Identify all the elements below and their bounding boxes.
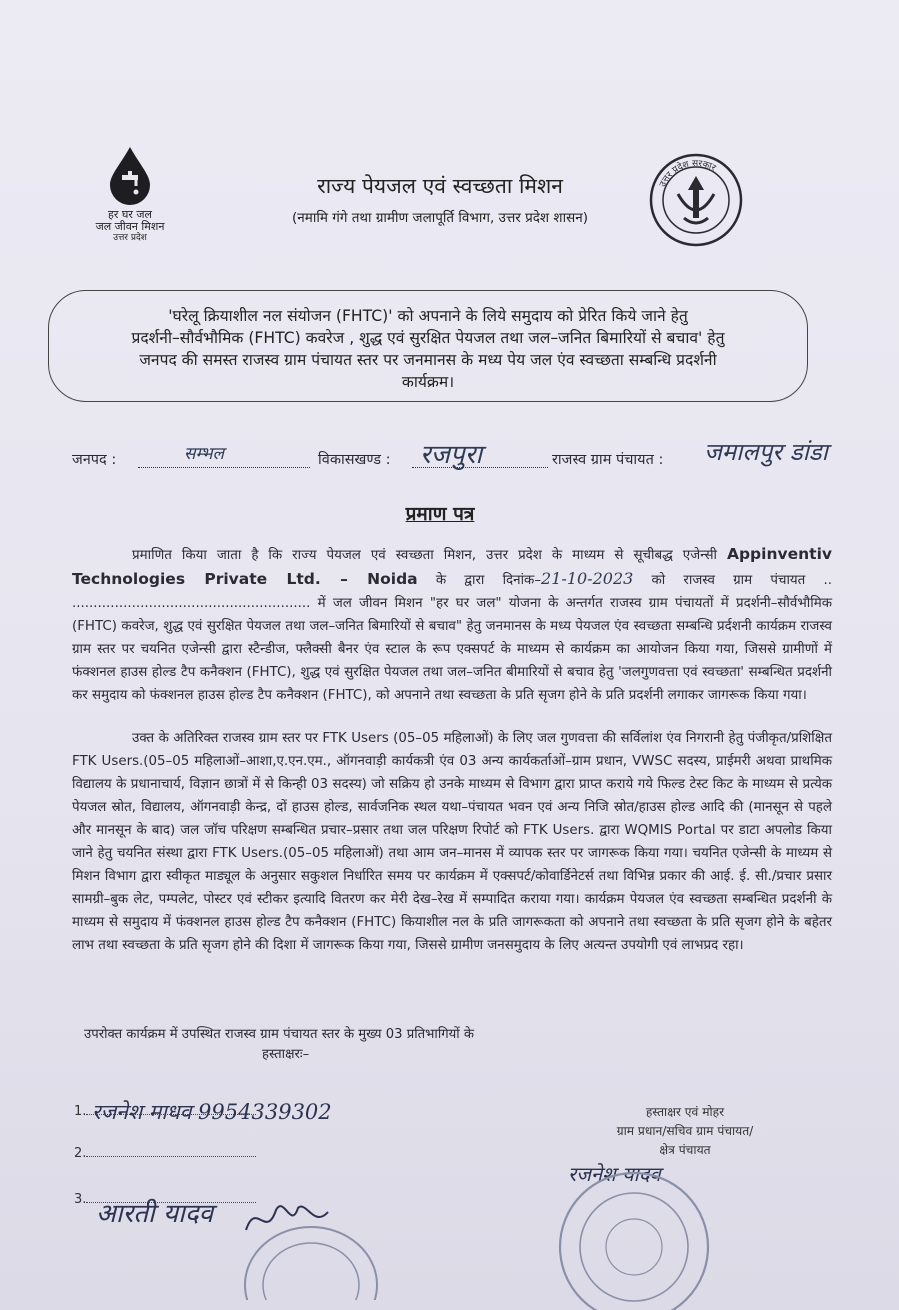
note-line-1: उपरोक्त कार्यक्रम में उपस्थित राजस्व ग्राम पंचायत स्तर के मुख्य 03 प्रतिभागियों के — [84, 1027, 475, 1042]
gram-panchayat-stamp — [552, 1165, 712, 1310]
box-line-2: प्रदर्शनी–सौर्वभौमिक (FHTC) कवरेज , शुद्ध एवं सुरक्षित पेयजल तथा जल–जनित बिमारियों से बचाव' हेतु — [131, 329, 725, 347]
gram-pradhan-signatory — [590, 1103, 780, 1160]
svg-text:उत्तर प्रदेश सरकार — [658, 159, 718, 189]
note-line-2: हस्ताक्षरः– — [262, 1047, 310, 1062]
emblem-text: उत्तर प्रदेश सरकार — [657, 158, 718, 189]
certificate-paragraph-2: उक्त के अतिरिक्त राजस्व ग्राम स्तर पर FTK Users (05–05 महिलाओं) के लिए जल गुणवत्ता की सर्विलांश एंव निगरानी हेतु पंजीकृत/प्रशिक्षित FTK Users.(05–05 महिलाओं–आशा,ए.एन.एम., ऑगनवाड़ी कार्यकत्री एंव 03 अन्य कार्यकर्ताओं–ग्राम प्रधान, VWSC सदस्य, प्राईमरी अथवा प्राथमिक विद्यालय के प्रधानाचार्य, विज्ञान छात्रों में से किन्ही 03 सदस्य) जो सक्रिय हो उनके माध्यम से विभाग द्वारा प्राप्त कराये गये फिल्ड टेस्ट किट के माध्यम से प्रत्येक पेयजल स्रोत, विद्यालय, ऑगनवाड़ी केन्द्र, दों हाउस होल्ड, सार्वजनिक स्थल यथा–पंचायत भवन एवं अन्य निजि स्रोत/हाउस होल्ड आदि की (मानसून से पहले और मानसून के बाद) जल जॉच परिक्षण सम्बन्धित प्रचार–प्रसार तथा जल परिक्षण रिपोर्ट को FTK Users. द्वारा WQMIS Portal पर डाटा अपलोड किया जाने हेतु चयनित संस्था द्वारा FTK Users.(05–05 महिलाओं) तथा आम जन–मानस में व्यापक स्तर पर जागरूक किया गया। चयनित एजेन्सी के माध्यम से मिशन विभाग द्वारा स्वीकृत माड्यूल के अनुसार सकुशल निर्धारित समय पर कार्यक्रम में एक्सपर्ट/कोवार्डिनेटर्स तथा विभिन्न प्रकार की आई. ई. सी./प्रचार प्रसार सामग्री–बुक लेट, पम्पलेट, पोस्टर एवं स्टीकर इत्यादि वितरण कर मेरी देख–रेख में सम्पादित कराया गया। कार्यक्रम पेयजल एंव स्वच्छता सम्बन्धित प्रदर्शनी के माध्यम से समुदाय में फंक्शनल हाउस होल्ड टैप कनैक्शन (FHTC) कियाशील नल के प्रति जागरूकता को अपनाने तथा स्वच्छता के प्रति सृजग होने के बहेतर लाभ तथा स्वच्छता के प्रति सृजग होने की दिशा में जागरूक किया गया, जिससे ग्रामीण जनसमुदाय के लिए अत्यन्त उपयोगी एवं लाभप्रद रहा। — [72, 731, 832, 953]
box-line-1: 'घरेलू क्रियाशील नल संयोजन (FHTC)' को अपनाने के लिये समुदाय को प्रेरित किये जाने हेतु — [168, 307, 688, 325]
logo-line-3: उत्तर प्रदेश — [113, 233, 147, 243]
signature-1: रजनेश माधव 9954339302 — [92, 1100, 332, 1124]
para1-text-d: ........................................................ में जल जीवन मिशन "हर घर जल" योजना के अन्तर्गत राजस्व ग्राम पंचायतों में प्रदर्शनी–सौर्वभौमिक (FHTC) कवरेज, शुद्ध एवं सुरक्षित पेयजल तथा जल–जनित बिमारियों से बचाव" हेतु जनमानस के मध्य पेयजल एंव स्वच्छता सम्बन्धि प्रर्दशनी कार्यक्रम राजस्व ग्राम स्तर पर चयनित एजेन्सी द्वारा स्टैन्डीज, फ्लैक्सी बैनर एंव स्टाल के रूप एक्सपर्ट के माध्यम से कार्यक्रम का आयोजन किया गया, जिससे ग्रामीणों में फंक्शनल हाउस होल्ड टैप कनैक्शन (FHTC), शुद्ध एवं सुरक्षित पेयजल तथा जल–जनित बीमारियों से बचाव हेतु 'जलगुणवत्ता एवं स्वच्छता' सम्बन्धित प्रदर्शनी कर समुदाय को फंक्शनल हाउस होल्ड टैप कनैक्शन (FHTC), को अपनाने तथा स्वच्छता के प्रति सृजग होने के प्रति प्रदर्शनी लगाकर जागरूक किया गया। — [72, 596, 832, 703]
mission-subtitle: (नमामि गंगे तथा ग्रामीण जलापूर्ति विभाग, उत्तर प्रदेश शासन) — [292, 210, 588, 226]
janpad-label: जनपद : — [72, 452, 117, 468]
signature-line-2 — [74, 1144, 256, 1161]
location-fields — [72, 438, 882, 475]
gram-panchayat-label: राजस्व ग्राम पंचायत : — [552, 452, 664, 468]
vikaskhand-label: विकासखण्ड : — [318, 452, 391, 468]
participants-note — [84, 1025, 604, 1065]
mission-title: राज्य पेयजल एवं स्वच्छता मिशन — [317, 174, 563, 198]
participant-stamp-and-signature — [236, 1190, 386, 1300]
box-line-4: कार्यक्रम। — [401, 373, 455, 391]
water-drop-icon — [102, 145, 158, 205]
box-line-3: जनपद की समस्त राजस्व ग्राम पंचायत स्तर पर जनमानस के मध्य पेय जल एंव स्वच्छता सम्बन्धि प्रदर्शनी — [139, 351, 717, 369]
para1-text-b: के द्वारा दिनांक– — [417, 573, 542, 588]
page-title: प्रमाण पत्र — [405, 503, 475, 525]
janpad-value: सम्भल — [184, 444, 225, 464]
signature-3: आरती यादव — [96, 1199, 214, 1229]
letterhead — [230, 172, 650, 226]
para1-text-a: प्रमाणित किया जाता है कि राज्य पेयजल एवं स्वच्छता मिशन, उत्तर प्रदेश के माध्यम से सूचीबद्ध एजेन्सी — [132, 548, 717, 563]
sign-label-1: हस्ताक्षर एवं मोहर — [645, 1105, 725, 1119]
agency-name: Appinventiv Technologies Private Ltd. – Noida — [72, 545, 832, 588]
pradhan-signature: रजनेश यादव — [568, 1162, 661, 1186]
up-government-emblem-icon — [648, 152, 744, 248]
logo-line-1: हर घर जल — [108, 208, 152, 221]
vikaskhand-value: रजपुरा — [420, 440, 483, 470]
signature-number-3: 3. — [74, 1192, 87, 1207]
logo-line-2: जल जीवन मिशन — [95, 220, 165, 233]
gram-panchayat-value: जमालपुर डांडा — [704, 438, 828, 466]
program-description-box — [48, 290, 808, 402]
certificate-paragraph-1 — [72, 543, 832, 707]
para1-text-c: को राजस्व ग्राम पंचायत .. — [633, 573, 833, 588]
signature-number-2: 2. — [74, 1146, 87, 1161]
signature-number-1: 1. — [74, 1104, 87, 1119]
program-date: 21-10-2023 — [541, 569, 634, 588]
har-ghar-jal-logo — [80, 145, 180, 243]
sign-label-3: क्षेत्र पंचायत — [659, 1143, 711, 1157]
sign-label-2: ग्राम प्रधान/सचिव ग्राम पंचायत/ — [616, 1124, 754, 1138]
